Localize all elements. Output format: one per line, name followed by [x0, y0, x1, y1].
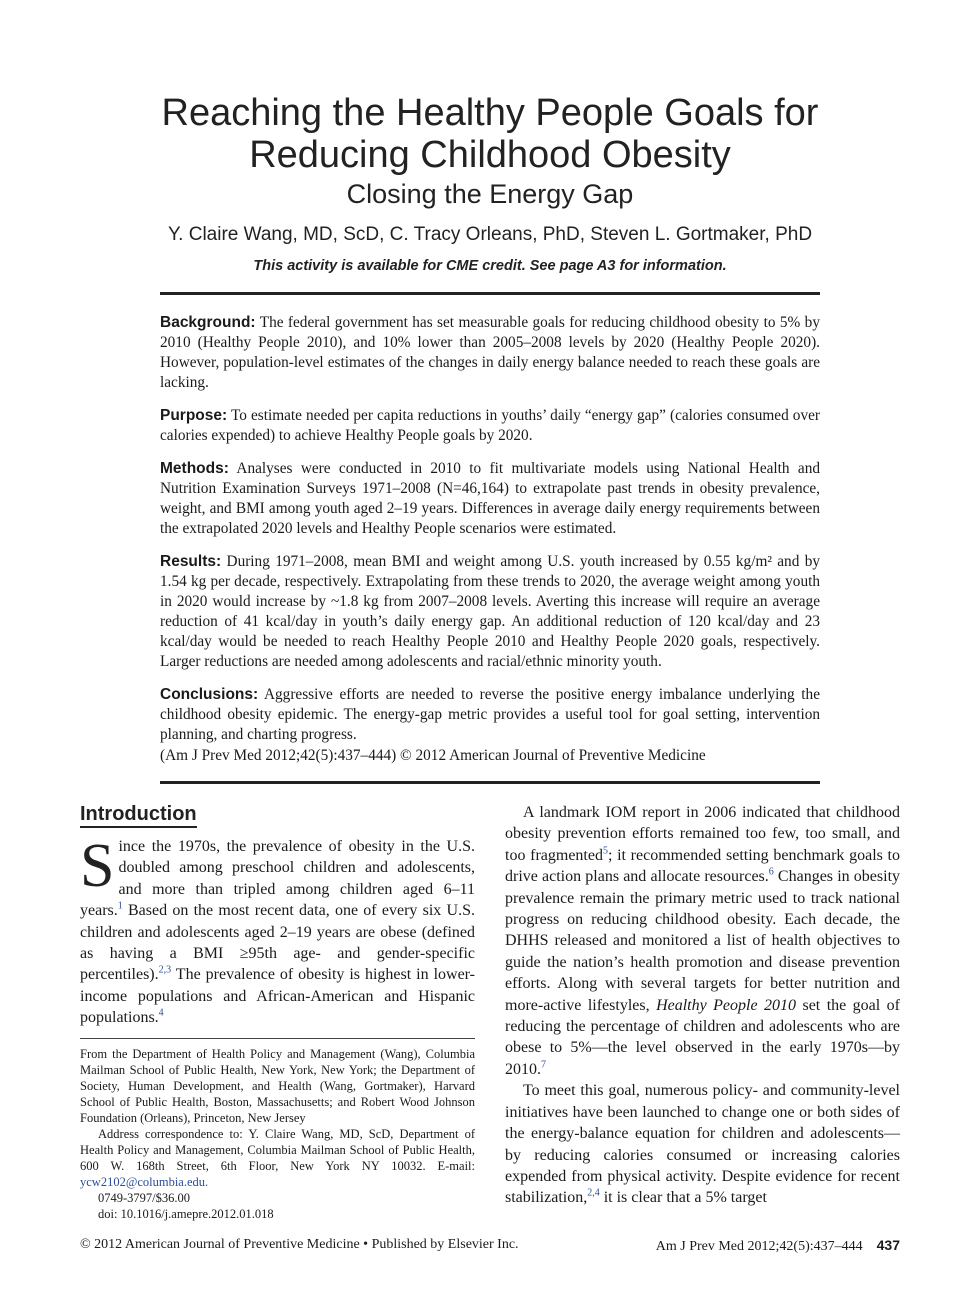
intro-text-1: ince the 1970s, the prevalence of obesity in the U.S. doubled among preschool children and adolescents, and more than tripled among children aged 6–11 years. — [80, 838, 475, 920]
footer-copyright: © 2012 American Journal of Preventive Medicine • Published by Elsevier Inc. — [80, 1237, 519, 1252]
correspondence — [80, 1126, 475, 1190]
body-text: To meet this goal, numerous policy- and community-level initiatives have been launched to change one or both sides of the energy-balance equation for children and adolescents—by reducing calories consumed or increasing calories expended from physical activity. Despite evidence for recent stabilization, — [505, 1082, 900, 1207]
body-text: it is clear that a 5% target — [599, 1189, 767, 1207]
abstract — [160, 313, 820, 779]
ref-link[interactable]: 6 — [768, 866, 774, 878]
abstract-methods — [160, 459, 820, 539]
footer-citation: Am J Prev Med 2012;42(5):437–444 — [655, 1239, 863, 1254]
title-block — [80, 92, 900, 212]
affiliations: From the Department of Health Policy and Management (Wang), Columbia Mailman School of Public Health, New York, New York; the Department of Society, Human Development, and Health (Wang, Gortmaker), Harvard School of Public Health, Boston, Massachusetts; and Robert Wood Johnson Foundation (Orleans), Princeton, New Jersey — [80, 1047, 475, 1125]
body-text: set the goal of reducing the percentage of children and adolescents who are obese to 5%—the level observed in the early 1970s—by 2010. — [505, 996, 900, 1078]
right-column — [505, 802, 900, 1209]
footnote-rule — [80, 1038, 475, 1039]
doi: doi: 10.1016/j.amepre.2012.01.018 — [98, 1207, 274, 1221]
abstract-conclusions — [160, 685, 820, 745]
abstract-results — [160, 552, 820, 672]
footnote-block — [80, 1046, 475, 1222]
conclusions-label: Conclusions: — [160, 686, 259, 703]
footer-journal — [656, 1237, 900, 1255]
correspondence-text: Address correspondence to: Y. Claire Wang, MD, ScD, Department of Health Policy and Management, Columbia Mailman School of Public Health, 600 W. 168th Street, 6th Floor, New York NY 10032. E-mail: — [80, 1127, 475, 1173]
results-text: During 1971–2008, mean BMI and weight among U.S. youth increased by 0.55 kg/m² and by 1.54 kg per decade, respectively. Extrapolating from these trends to 2020, the average weight among youth in 2020 would increase by ~1.8 kg from 2007–2008 levels. Averting this increase will require an average reduction of 41 kcal/day in youth’s daily energy gap. An additional reduction of 120 kcal/day and 23 kcal/day would be needed to reach Healthy People 2010 and Healthy People 2020 goals, respectively. Larger reductions are needed among adolescents and racial/ethnic minority youth. — [160, 553, 820, 670]
email-link[interactable]: ycw2102@columbia.edu. — [80, 1175, 209, 1189]
body-italic: Healthy People 2010 — [656, 996, 797, 1014]
results-label: Results: — [160, 553, 222, 570]
intro-paragraph — [80, 832, 475, 1029]
abstract-bottom-rule — [160, 781, 820, 784]
cme-note: This activity is available for CME credit. See page A3 for information. — [253, 258, 727, 274]
body-text: A landmark IOM report in 2006 indicated that childhood obesity prevention efforts remained too few, too small, and too fragmented — [505, 804, 900, 864]
page-number: 437 — [876, 1237, 900, 1253]
body-paragraph — [505, 1080, 900, 1208]
article-subtitle: Closing the Energy Gap — [346, 179, 634, 209]
article-title-line-2: Reducing Childhood Obesity — [249, 134, 731, 176]
purpose-label: Purpose: — [160, 407, 228, 424]
intro-text-2: Based on the most recent data, one of every six U.S. children and adolescents aged 2–19 years are obese (defined as having a BMI ≥95th age- and gender-specific percentiles). — [80, 902, 475, 984]
abstract-top-rule — [160, 292, 820, 295]
issn: 0749-3797/$36.00 — [98, 1191, 191, 1205]
background-text: The federal government has set measurable goals for reducing childhood obesity to 5% by 2010 (Healthy People 2010), and 10% lower than 2005–2008 levels by 2020 (Healthy People 2020). However, population-level estimates of the changes in daily energy balance needed to reach these goals are lacking. — [160, 314, 820, 391]
conclusions-text: Aggressive efforts are needed to reverse the positive energy imbalance underlying the childhood obesity epidemic. The energy-gap metric provides a useful tool for goal setting, intervention planning, and charting progress. — [160, 686, 820, 743]
drop-cap: S — [80, 832, 115, 900]
ref-link[interactable]: 1 — [117, 900, 123, 912]
body-paragraph — [505, 802, 900, 1080]
intro-text-3: The prevalence of obesity is highest in lower-income populations and African-American and Hispanic populations. — [80, 966, 475, 1027]
left-column — [80, 802, 475, 1029]
article-title-line-1: Reaching the Healthy People Goals for — [161, 92, 819, 134]
body-text: Changes in obesity prevalence remain the primary metric used to track national progress on reducing childhood obesity. Each decade, the DHHS released and monitored a list of health objectives to guide the nation’s health promotion and disease prevention efforts. Along with several targets for better nutrition and more-active lifestyles, — [505, 868, 901, 1014]
body-text: ; it recommended setting benchmark goals to drive action plans and allocate resources. — [505, 846, 901, 886]
author-list: Y. Claire Wang, MD, ScD, C. Tracy Orleans, PhD, Steven L. Gortmaker, PhD — [167, 224, 813, 245]
abstract-purpose — [160, 406, 820, 446]
methods-label: Methods: — [160, 460, 229, 477]
ref-link[interactable]: 5 — [602, 845, 608, 857]
section-heading-introduction: Introduction — [80, 802, 197, 828]
ref-link[interactable]: 7 — [541, 1059, 546, 1071]
ref-link[interactable]: 2,4 — [587, 1187, 600, 1199]
methods-text: Analyses were conducted in 2010 to fit multivariate models using National Health and Nutrition Examination Surveys 1971–2008 (N=46,164) to extrapolate past trends in obesity prevalence, weight, and BMI among youth aged 2–19 years. Differences in average daily energy requirements between the extrapolated 2020 levels and Healthy People scenarios were estimated. — [160, 460, 821, 537]
abstract-background — [160, 313, 820, 393]
purpose-text: To estimate needed per capita reductions in youths’ daily “energy gap” (calories consumed over calories expended) to achieve Healthy People goals by 2020. — [160, 407, 820, 444]
abstract-citation: (Am J Prev Med 2012;42(5):437–444) © 2012 American Journal of Preventive Medicine — [160, 747, 706, 764]
background-label: Background: — [160, 314, 256, 331]
ref-link[interactable]: 2,3 — [158, 965, 172, 977]
ref-link[interactable]: 4 — [158, 1007, 164, 1019]
